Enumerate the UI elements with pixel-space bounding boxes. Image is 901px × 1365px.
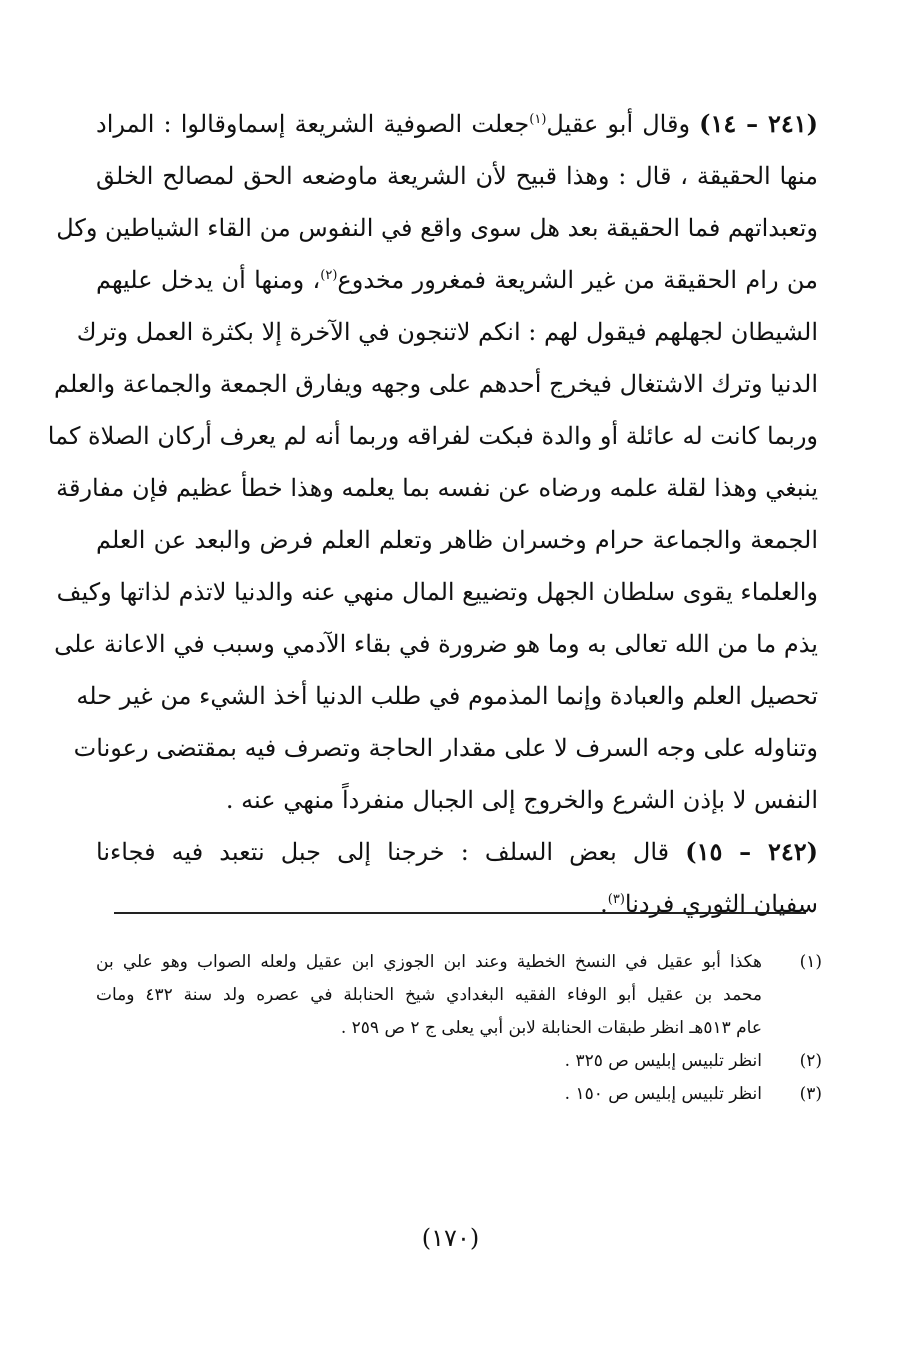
footnote-ref[interactable]: (٣): [607, 892, 625, 907]
footnote-ref[interactable]: (١): [529, 112, 547, 127]
text-line: والعلماء يقوى سلطان الجهل وتضييع المال منهي عنه والدنيا لاتذم لذاتها وكيف: [56, 578, 818, 606]
text-line: تحصيل العلم والعبادة وإنما المذموم في طلب الدنيا أخذ الشيء من غير حله: [76, 682, 818, 710]
footnote: [96, 1045, 822, 1078]
page-number: (١٧٠): [421, 1224, 480, 1252]
footnotes: [96, 946, 822, 1111]
footnote-line: انظر تلبيس إبليس ص ٣٢٥ .: [564, 1051, 762, 1071]
text-line: [96, 878, 818, 930]
footnote-line: عام ٥١٣هـ انظر طبقات الحنابلة لابن أبي يعلى ج ٢ ص ٢٥٩ .: [340, 1018, 762, 1038]
text-segment: من رام الحقيقة من غير الشريعة فمغرور مخدوع: [337, 266, 818, 294]
text-line: النفس لا بإذن الشرع والخروج إلى الجبال منفرداً منهي عنه .: [225, 786, 818, 814]
text-segment: جعلت الصوفية الشريعة إسماوقالوا : المراد: [96, 110, 530, 138]
footnote-mark: (١): [799, 952, 822, 972]
text-segment: وقال أبو عقيل: [546, 110, 700, 138]
text-line: [96, 98, 818, 150]
text-line: الجمعة والجماعة حرام وخسران ظاهر وتعلم العلم فرض والبعد عن العلم: [96, 526, 818, 554]
footnote-line: هكذا أبو عقيل في النسخ الخطية وعند ابن الجوزي ابن عقيل ولعله الصواب وهو علي بن: [96, 952, 762, 972]
text-line: وتعبداتهم فما الحقيقة بعد هل سوى واقع في النفوس من القاء الشياطين وكل: [56, 214, 818, 242]
footnote-divider: [114, 912, 806, 914]
footnote-ref[interactable]: (٢): [320, 268, 338, 283]
text-line: منها الحقيقة ، قال : وهذا قبيح لأن الشريعة ماوضعه الحق لمصالح الخلق: [96, 162, 818, 190]
text-line: وتناوله على وجه السرف لا على مقدار الحاجة وتصرف فيه بمقتضى رعونات: [73, 734, 818, 762]
text-line: الدنيا وترك الاشتغال فيخرج أحدهم على وجهه ويفارق الجمعة والجماعة والعلم: [54, 370, 818, 398]
footnote-line: انظر تلبيس إبليس ص ١٥٠ .: [564, 1084, 762, 1104]
footnote: [96, 946, 822, 1045]
footnote-line: محمد بن عقيل أبو الوفاء الفقيه البغدادي شيخ الحنابلة في عصره ولد سنة ٤٣٢ ومات: [96, 985, 762, 1005]
main-text: [47, 98, 819, 930]
text-line: يذم ما من الله تعالى به وما هو ضرورة في بقاء الآدمي وسبب في الاعانة على: [54, 630, 818, 658]
text-segment: سفيان الثوري فردنا: [624, 890, 818, 918]
text-segment: .: [600, 890, 608, 918]
text-line: [96, 254, 818, 306]
entry-number: (٢٤٢ – ١٥): [685, 837, 818, 866]
text-line: [96, 826, 818, 878]
text-segment: ، ومنها أن يدخل عليهم: [96, 266, 321, 294]
entry-number: (٢٤١ – ١٤): [699, 109, 819, 138]
text-line: الشيطان لجهلهم فيقول لهم : انكم لاتنجون في الآخرة إلا بكثرة العمل وترك: [76, 318, 818, 346]
footnote-mark: (٢): [799, 1051, 822, 1071]
text-line: ينبغي وهذا لقلة علمه ورضاه عن نفسه بما يعلمه وهذا خطأ عظيم فإن مفارقة: [56, 474, 818, 502]
footnote-mark: (٣): [799, 1084, 822, 1104]
text-segment: قال بعض السلف : خرجنا إلى جبل نتعبد فيه فجاءنا: [96, 838, 686, 866]
text-line: وربما كانت له عائلة أو والدة فبكت لفراقه وربما أنه لم يعرف أركان الصلاة كما: [47, 422, 818, 450]
footnote: [96, 1078, 822, 1111]
